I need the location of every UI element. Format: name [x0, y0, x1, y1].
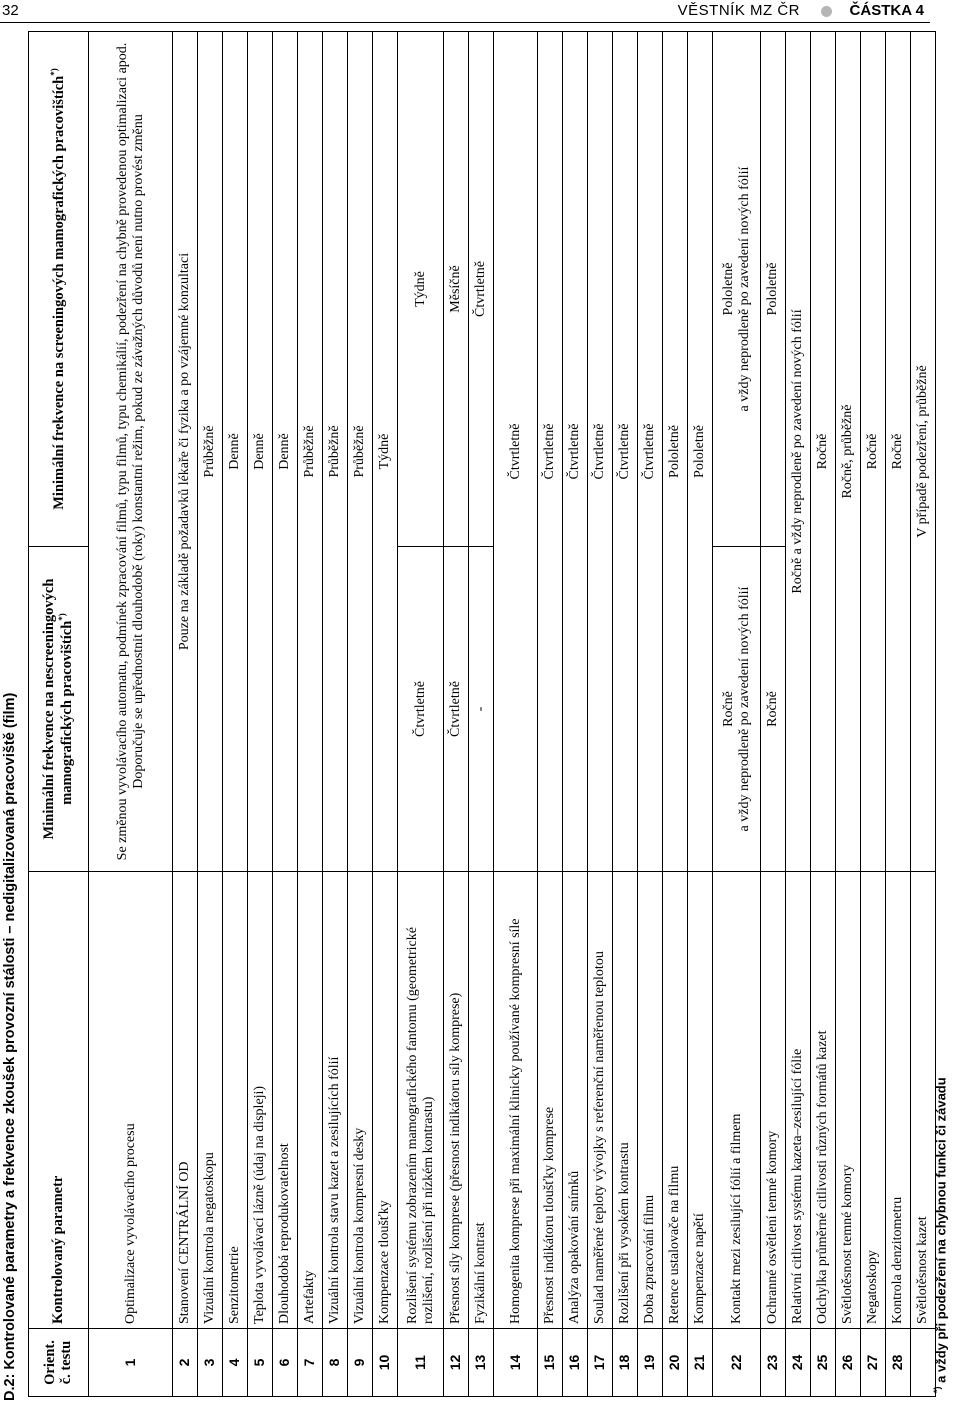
row-number: 26 — [836, 1329, 861, 1397]
row-number: 28 — [886, 1329, 911, 1397]
row-number: 15 — [538, 1329, 563, 1397]
row-parameter: Senzitometrie — [223, 872, 248, 1329]
row-parameter: Ochranné osvětlení temné komory — [761, 872, 786, 1329]
table-row — [444, 32, 469, 1397]
row-frequency-merged: Čtvrtletně — [494, 32, 538, 872]
table-row — [538, 32, 563, 1397]
row-parameter: Artefakty — [298, 872, 323, 1329]
table-row — [563, 32, 588, 1397]
row-number: 4 — [223, 1329, 248, 1397]
publication-name: VĚSTNÍK MZ ČR — [677, 2, 800, 19]
row-frequency-merged: Čtvrtletně — [588, 32, 613, 872]
row-frequency-merged: Čtvrtletně — [563, 32, 588, 872]
table-row — [398, 32, 444, 1397]
row-parameter: Světlotěsnost kazet — [911, 872, 936, 1329]
row-parameter: Vizuální kontrola negatoskopu — [198, 872, 223, 1329]
table-row — [663, 32, 688, 1397]
row-frequency-merged: V případě podezření, průběžně — [911, 32, 936, 872]
row-parameter: Analýza opakování snímků — [563, 872, 588, 1329]
row-number: 18 — [613, 1329, 638, 1397]
row-frequency-merged: Ročně a vždy neprodleně po zavedení nových fólií — [786, 32, 811, 872]
row-frequency-merged: Ročně — [861, 32, 886, 872]
row-frequency-nonscreening: Ročně — [761, 547, 786, 872]
row-number: 6 — [273, 1329, 298, 1397]
table-row — [348, 32, 373, 1397]
row-frequency-merged: Pouze na základě požadavků lékaře či fyzika a po vzájemné konzultaci — [173, 32, 198, 872]
col-header-orient — [29, 1329, 89, 1397]
row-parameter: Přesnost síly komprese (přesnost indikátoru síly komprese) — [444, 872, 469, 1329]
row-parameter: Vizuální kontrola kompresní desky — [348, 872, 373, 1329]
table-row — [836, 32, 861, 1397]
row-parameter: Světlotěsnost temné komory — [836, 872, 861, 1329]
row-frequency-merged: Průběžně — [198, 32, 223, 872]
table-row — [273, 32, 298, 1397]
section-name: ČÁSTKA 4 — [849, 2, 924, 19]
row-number: 5 — [248, 1329, 273, 1397]
row-number: 1 — [89, 1329, 173, 1397]
row-parameter: Doba zpracování filmu — [638, 872, 663, 1329]
col-header-screening — [29, 32, 89, 547]
row-frequency-merged: Denně — [273, 32, 298, 872]
row-frequency-nonscreening: Čtvrtletně — [444, 547, 469, 872]
table-row — [761, 32, 786, 1397]
table-row — [373, 32, 398, 1397]
row-number: 19 — [638, 1329, 663, 1397]
row-parameter: Vizuální kontrola stavu kazet a zesilujících fólií — [323, 872, 348, 1329]
row-number: 23 — [761, 1329, 786, 1397]
row-number: 27 — [861, 1329, 886, 1397]
col-header-nonscreening-text: Minimální frekvence na nescreeningových mamografických pracovištích — [40, 578, 75, 840]
row-number: 14 — [494, 1329, 538, 1397]
row-parameter: Teplota vyvolávací lázně (údaj na displeji) — [248, 872, 273, 1329]
table-row — [469, 32, 494, 1397]
row-number: 10 — [373, 1329, 398, 1397]
row-frequency-nonscreening: - — [469, 547, 494, 872]
row-frequency-merged: Ročně, průběžně — [836, 32, 861, 872]
footnote — [932, 1077, 948, 1393]
table-row — [173, 32, 198, 1397]
table-row — [323, 32, 348, 1397]
frequency-table-grid — [28, 31, 936, 1397]
row-frequency-merged: Týdně — [373, 32, 398, 872]
row-number: 8 — [323, 1329, 348, 1397]
footnote-text: a vždy při podezření na chybnou funkci či závadu — [933, 1077, 949, 1383]
row-parameter: Fyzikální kontrast — [469, 872, 494, 1329]
row-number: 25 — [811, 1329, 836, 1397]
table-row — [198, 32, 223, 1397]
table-row — [223, 32, 248, 1397]
row-frequency-screening: Pololetně — [761, 32, 786, 547]
table-row — [886, 32, 911, 1397]
row-parameter: Kompenzace napětí — [688, 872, 713, 1329]
row-frequency-merged: Průběžně — [323, 32, 348, 872]
col-header-nonscreening-mark: *) — [56, 613, 67, 621]
row-parameter: Stanovení CENTRÁLNÍ OD — [173, 872, 198, 1329]
table-row — [89, 32, 173, 1397]
row-number: 2 — [173, 1329, 198, 1397]
row-parameter: Homogenita komprese při maximální klinicky používané kompresní síle — [494, 872, 538, 1329]
col-header-orient-line2: č. testu — [57, 1340, 74, 1385]
table-row — [861, 32, 886, 1397]
table-row — [811, 32, 836, 1397]
row-number: 13 — [469, 1329, 494, 1397]
col-header-screening-text: Minimální frekvence na screeningových mamografických pracovištích — [50, 75, 67, 510]
row-frequency-merged: Denně — [248, 32, 273, 872]
table-row — [786, 32, 811, 1397]
row-number: 22 — [713, 1329, 761, 1397]
row-parameter: Kontakt mezi zesilující fólií a filmem — [713, 872, 761, 1329]
row-parameter: Rozlišení při vysokém kontrastu — [613, 872, 638, 1329]
row-frequency-merged: Se změnou vyvolávacího automatu, podmínek zpracování filmů, typu filmů, typu chemikálií, podezření na chybně provedenou optimalizaci apod. Doporučuje se upřednostnit dlouhodobě (roky) konstantní režim, pokud ze závažných důvodů není nutno provést změnu — [89, 32, 173, 872]
row-parameter: Soulad naměřené teploty vývojky s referenční naměřenou teplotou — [588, 872, 613, 1329]
row-parameter: Kontrola denzitometru — [886, 872, 911, 1329]
row-parameter: Přesnost indikátoru tloušťky komprese — [538, 872, 563, 1329]
row-frequency-merged: Ročně — [811, 32, 836, 872]
page-number: 32 — [2, 2, 19, 19]
row-frequency-merged: Pololetně — [688, 32, 713, 872]
row-number: 21 — [688, 1329, 713, 1397]
row-frequency-merged: Pololetně — [663, 32, 688, 872]
row-frequency-merged: Čtvrtletně — [638, 32, 663, 872]
row-number: 9 — [348, 1329, 373, 1397]
row-number: 11 — [398, 1329, 444, 1397]
row-parameter: Dlouhodobá reprodukovatelnost — [273, 872, 298, 1329]
table-title: D.2: Kontrolované parametry a frekvence zkoušek provozní stálosti – nedigitalizovaná pracoviště (film) — [2, 692, 18, 1401]
row-parameter: Relativní citlivost systému kazeta–zesilující fólie — [786, 872, 811, 1329]
row-frequency-nonscreening: Čtvrtletně — [398, 547, 444, 872]
row-frequency-merged: Průběžně — [348, 32, 373, 872]
table-row — [298, 32, 323, 1397]
table-row — [494, 32, 538, 1397]
table-row — [248, 32, 273, 1397]
col-header-param: Kontrolovaný parametr — [29, 872, 89, 1329]
row-frequency-screening-line1: Pololetně — [721, 262, 737, 316]
row-number: 12 — [444, 1329, 469, 1397]
row-frequency-nonscreening-line2: a vždy neprodleně po zavedení nových fólií — [736, 586, 752, 832]
col-header-screening-mark: *) — [48, 68, 59, 76]
row-number: 24 — [786, 1329, 811, 1397]
row-parameter: Optimalizace vyvolávacího procesu — [89, 872, 173, 1329]
row-frequency-merged: Ročně — [886, 32, 911, 872]
col-header-orient-line1: Orient. — [41, 1340, 58, 1385]
row-frequency-screening — [713, 32, 761, 547]
row-frequency-screening-line2: a vždy neprodleně po zavedení nových fólií — [736, 166, 752, 412]
row-number: 20 — [663, 1329, 688, 1397]
row-parameter: Negatoskopy — [861, 872, 886, 1329]
frequency-table — [28, 32, 936, 1397]
row-number: 3 — [198, 1329, 223, 1397]
row-number: 17 — [588, 1329, 613, 1397]
row-parameter: Odchylka průměrné citlivosti různých formátů kazet — [811, 872, 836, 1329]
row-parameter: Retence ustalovače na filmu — [663, 872, 688, 1329]
row-frequency-nonscreening-line1: Ročně — [721, 691, 737, 727]
row-frequency-merged: Čtvrtletně — [538, 32, 563, 872]
row-frequency-screening: Týdně — [398, 32, 444, 547]
table-header-row — [29, 32, 89, 1397]
row-parameter: Kompenzace tloušťky — [373, 872, 398, 1329]
row-frequency-merged: Denně — [223, 32, 248, 872]
footnote-mark: *) — [932, 1386, 942, 1393]
row-frequency-nonscreening — [713, 547, 761, 872]
row-frequency-merged: Průběžně — [298, 32, 323, 872]
table-row — [713, 32, 761, 1397]
table-row — [688, 32, 713, 1397]
table-row — [638, 32, 663, 1397]
table-row — [588, 32, 613, 1397]
row-number: 16 — [563, 1329, 588, 1397]
row-parameter: Rozlišení systému zobrazením mamografického fantomu (geometrické rozlišení, rozlišení při nízkém kontrastu) — [398, 872, 444, 1329]
row-frequency-screening: Čtvrtletně — [469, 32, 494, 547]
table-row — [613, 32, 638, 1397]
row-frequency-screening: Měsíčně — [444, 32, 469, 547]
row-frequency-merged: Čtvrtletně — [613, 32, 638, 872]
col-header-nonscreening — [29, 547, 89, 872]
row-number: 7 — [298, 1329, 323, 1397]
